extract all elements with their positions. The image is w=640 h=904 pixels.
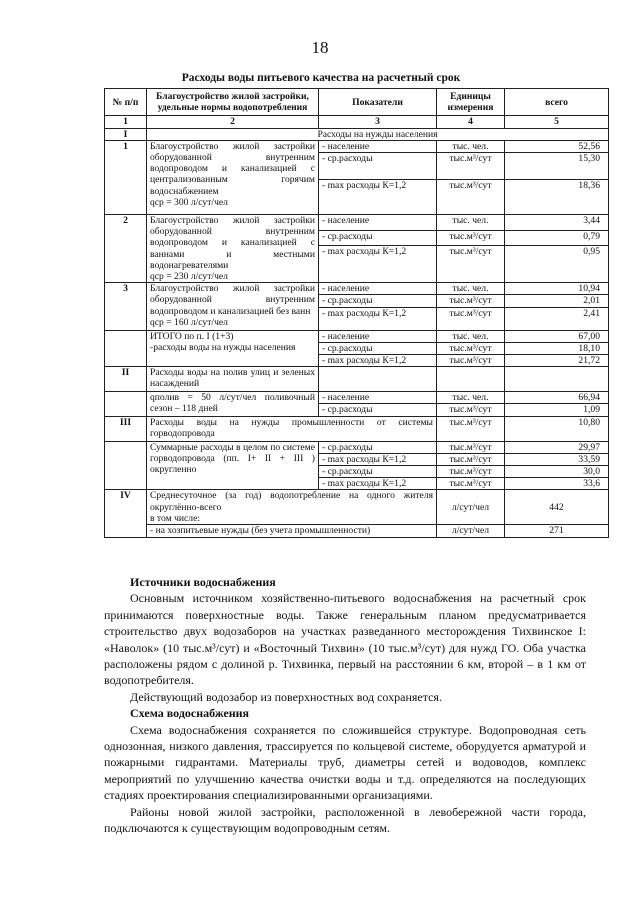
row-desc-text: Среднесуточное (за год) водопотребление на одного жителя округлённо-всего (150, 490, 433, 513)
heading-water-scheme: Схема водоснабжения (130, 706, 250, 721)
indicator-cell: - ср.расходы (319, 153, 437, 180)
section-row (105, 367, 609, 392)
water-consumption-table (104, 88, 609, 538)
indicator-cell: - ср.расходы (319, 342, 437, 354)
table-row (105, 330, 609, 342)
paragraph: Действующий водозабор из поверхностных вод сохраняется. (130, 689, 442, 704)
unit-cell: тыс.м³/сут (437, 307, 505, 330)
section-title: Расходы воды на полив улиц и зеленых насаждений (147, 367, 319, 392)
row-index-empty (105, 392, 147, 416)
unit-cell: тыс.м³/сут (437, 478, 505, 490)
empty-cell (437, 367, 505, 392)
table-row (105, 441, 609, 453)
unit-cell: тыс. чел. (437, 392, 505, 404)
unit-cell: тыс.м³/сут (437, 453, 505, 465)
page-number: 18 (311, 38, 329, 57)
value-cell: 10,94 (505, 283, 609, 295)
indicator-cell: - max расходы К=1,2 (319, 355, 437, 367)
paragraph: Основным источником хозяйственно-питьевого водоснабжения на расчетный срок принимаются поверхностные воды. Также генеральным планом предусматривается строительство двух водозаборов на участках разведанного месторождения Тихвинское I: «Наволок» (10 тыс.м³/сут) и «Восточный Тихвин» (10 тыс.м³/сут) для нужд ГО. Оба участка расположены рядом с долиной р. Тихвинка, первый на расстоянии 6 км, второй – в 1 км от водопотребителя. (104, 591, 586, 688)
value-cell: 66,94 (505, 392, 609, 404)
unit-cell: тыс.м³/сут (437, 230, 505, 246)
indicator-cell: - ср.расходы (319, 404, 437, 416)
indicator-cell: - max расходы К=1,2 (319, 478, 437, 490)
col-number: 5 (505, 116, 609, 128)
col-number: 3 (319, 116, 437, 128)
unit-cell: тыс.м³/сут (437, 355, 505, 367)
value-cell: 2,01 (505, 295, 609, 307)
value-cell: 33,6 (505, 478, 609, 490)
value-cell: 0,79 (505, 230, 609, 246)
unit-cell: тыс. чел. (437, 330, 505, 342)
unit-cell: тыс.м³/сут (437, 153, 505, 180)
indicator-cell: - ср.расходы (319, 230, 437, 246)
paragraph: Схема водоснабжения сохраняется по сложившейся структуре. Водопроводная сеть однозонная, низкого давления, трассируется по кольцевой системе, оборудуется арматурой и пожарными гидрантами. Материалы труб, диаметры сетей и водоводов, комплекс мероприятий по улучшению качества очистки воды и т.д. определяются на последующих стадиях проектирования специализированными организациями. (104, 722, 586, 803)
indicator-cell: - население (319, 330, 437, 342)
col-number: 4 (437, 116, 505, 128)
value-cell: 67,00 (505, 330, 609, 342)
indicator-cell: - население (319, 215, 437, 231)
unit-cell: тыс.м³/сут (437, 180, 505, 215)
row-desc-sub: в том числе: (150, 512, 201, 524)
empty-cell (319, 367, 437, 392)
table-row (105, 283, 609, 295)
row-description (147, 330, 319, 367)
section-title: Расходы на нужды населения (147, 128, 609, 140)
section-index: I (105, 128, 147, 140)
unit-cell: тыс.м³/сут (437, 342, 505, 354)
text-body (104, 574, 586, 837)
row-norm: qср = 160 л/сут/чел (150, 316, 228, 328)
section-index: II (105, 367, 147, 392)
heading-water-sources: Источники водоснабжения (130, 575, 276, 589)
table-title: Расходы воды питьевого качества на расчетный срок (181, 72, 461, 84)
section-index: III (105, 416, 147, 441)
indicator-cell: - ср.расходы (319, 466, 437, 478)
row-description: Суммарные расходы в целом по системе горводопровода (пп. I+ II + III ) округленно (147, 441, 319, 490)
unit-cell: тыс.м³/сут (437, 404, 505, 416)
row-desc-text: Благоустройство жилой застройки оборудованной внутренним водопроводом и канализацией без ванн (150, 283, 315, 317)
total-desc-line2: -расходы воды на нужды населения (150, 341, 296, 353)
value-cell: 30,0 (505, 466, 609, 478)
row-description (147, 283, 319, 330)
row-index: 2 (105, 215, 147, 283)
row-description: - на хозпитьевые нужды (без учета промышленности) (147, 525, 437, 537)
indicator-cell: - население (319, 392, 437, 404)
value-cell: 271 (505, 525, 609, 537)
indicator-cell: - max расходы К=1,2 (319, 453, 437, 465)
section-index: IV (105, 490, 147, 537)
section-row (105, 128, 609, 140)
row-desc-text: Благоустройство жилой застройки оборудованной внутренним водопроводом и канализацией с централизованным горячим водоснабжением (150, 140, 315, 197)
value-cell: 21,72 (505, 355, 609, 367)
row-norm: qср = 230 л/сут/чел (150, 271, 228, 283)
value-cell: 33,59 (505, 453, 609, 465)
col-number: 1 (105, 116, 147, 128)
unit-cell: л/сут/чел (437, 490, 505, 525)
row-desc-text: Благоустройство жилой застройки оборудованной внутренним водопроводом и канализацией с ваннами и местными водонагревателями (150, 215, 315, 271)
unit-cell: л/сут/чел (437, 525, 505, 537)
col-number: 2 (147, 116, 319, 128)
value-cell: 52,56 (505, 140, 609, 152)
value-cell: 29,97 (505, 441, 609, 453)
row-norm: qср = 300 л/сут/чел (150, 196, 228, 208)
row-description (147, 215, 319, 283)
unit-cell: тыс.м³/сут (437, 246, 505, 283)
indicator-cell: - max расходы К=1,2 (319, 307, 437, 330)
row-description (147, 140, 319, 214)
value-cell: 442 (505, 490, 609, 525)
value-cell: 18,10 (505, 342, 609, 354)
table-header-row (105, 89, 609, 116)
unit-cell: тыс.м³/сут (437, 295, 505, 307)
indicator-cell: - ср.расходы (319, 295, 437, 307)
header-number: № п/п (105, 89, 147, 116)
indicator-cell: - max расходы К=1,2 (319, 180, 437, 215)
row-index-empty (105, 441, 147, 490)
section-row (105, 490, 609, 525)
table-row (105, 215, 609, 231)
column-number-row (105, 116, 609, 128)
empty-cell (505, 367, 609, 392)
indicator-cell: - население (319, 283, 437, 295)
total-desc-line1: ИТОГО по п. I (1+3) (150, 330, 234, 342)
value-cell: 0,95 (505, 246, 609, 283)
row-index: 3 (105, 283, 147, 330)
value-cell: 15,30 (505, 153, 609, 180)
row-index: 1 (105, 140, 147, 214)
value-cell: 1,09 (505, 404, 609, 416)
header-indicators: Показатели (319, 89, 437, 116)
row-description (147, 490, 437, 525)
section-row (105, 416, 609, 441)
unit-cell: тыс. чел. (437, 140, 505, 152)
row-index-empty (105, 330, 147, 367)
paragraph: Районы новой жилой застройки, расположенной в левобережной части города, подключаются к существующим водопроводным сетям. (104, 804, 586, 836)
table-row (105, 140, 609, 152)
value-cell: 2,41 (505, 307, 609, 330)
value-cell: 3,44 (505, 215, 609, 231)
header-total: всего (505, 89, 609, 116)
header-units: Единицы измерения (437, 89, 505, 116)
unit-cell: тыс. чел. (437, 215, 505, 231)
unit-cell: тыс. чел. (437, 283, 505, 295)
indicator-cell: - население (319, 140, 437, 152)
row-description: qполив = 50 л/сут/чел поливочный сезон – 118 дней (147, 392, 319, 416)
value-cell: 10,80 (505, 416, 609, 441)
header-improvement: Благоустройство жилой застройки, удельные нормы водопотребления (147, 89, 319, 116)
unit-cell: тыс.м³/сут (437, 466, 505, 478)
indicator-cell: - ср.расходы (319, 441, 437, 453)
indicator-cell: - max расходы К=1,2 (319, 246, 437, 283)
value-cell: 18,36 (505, 180, 609, 215)
unit-cell: тыс.м³/сут (437, 416, 505, 441)
section-title: Расходы воды на нужды промышленности от системы горводопровода (147, 416, 437, 441)
table-row (105, 392, 609, 404)
table-row (105, 525, 609, 537)
unit-cell: тыс.м³/сут (437, 441, 505, 453)
